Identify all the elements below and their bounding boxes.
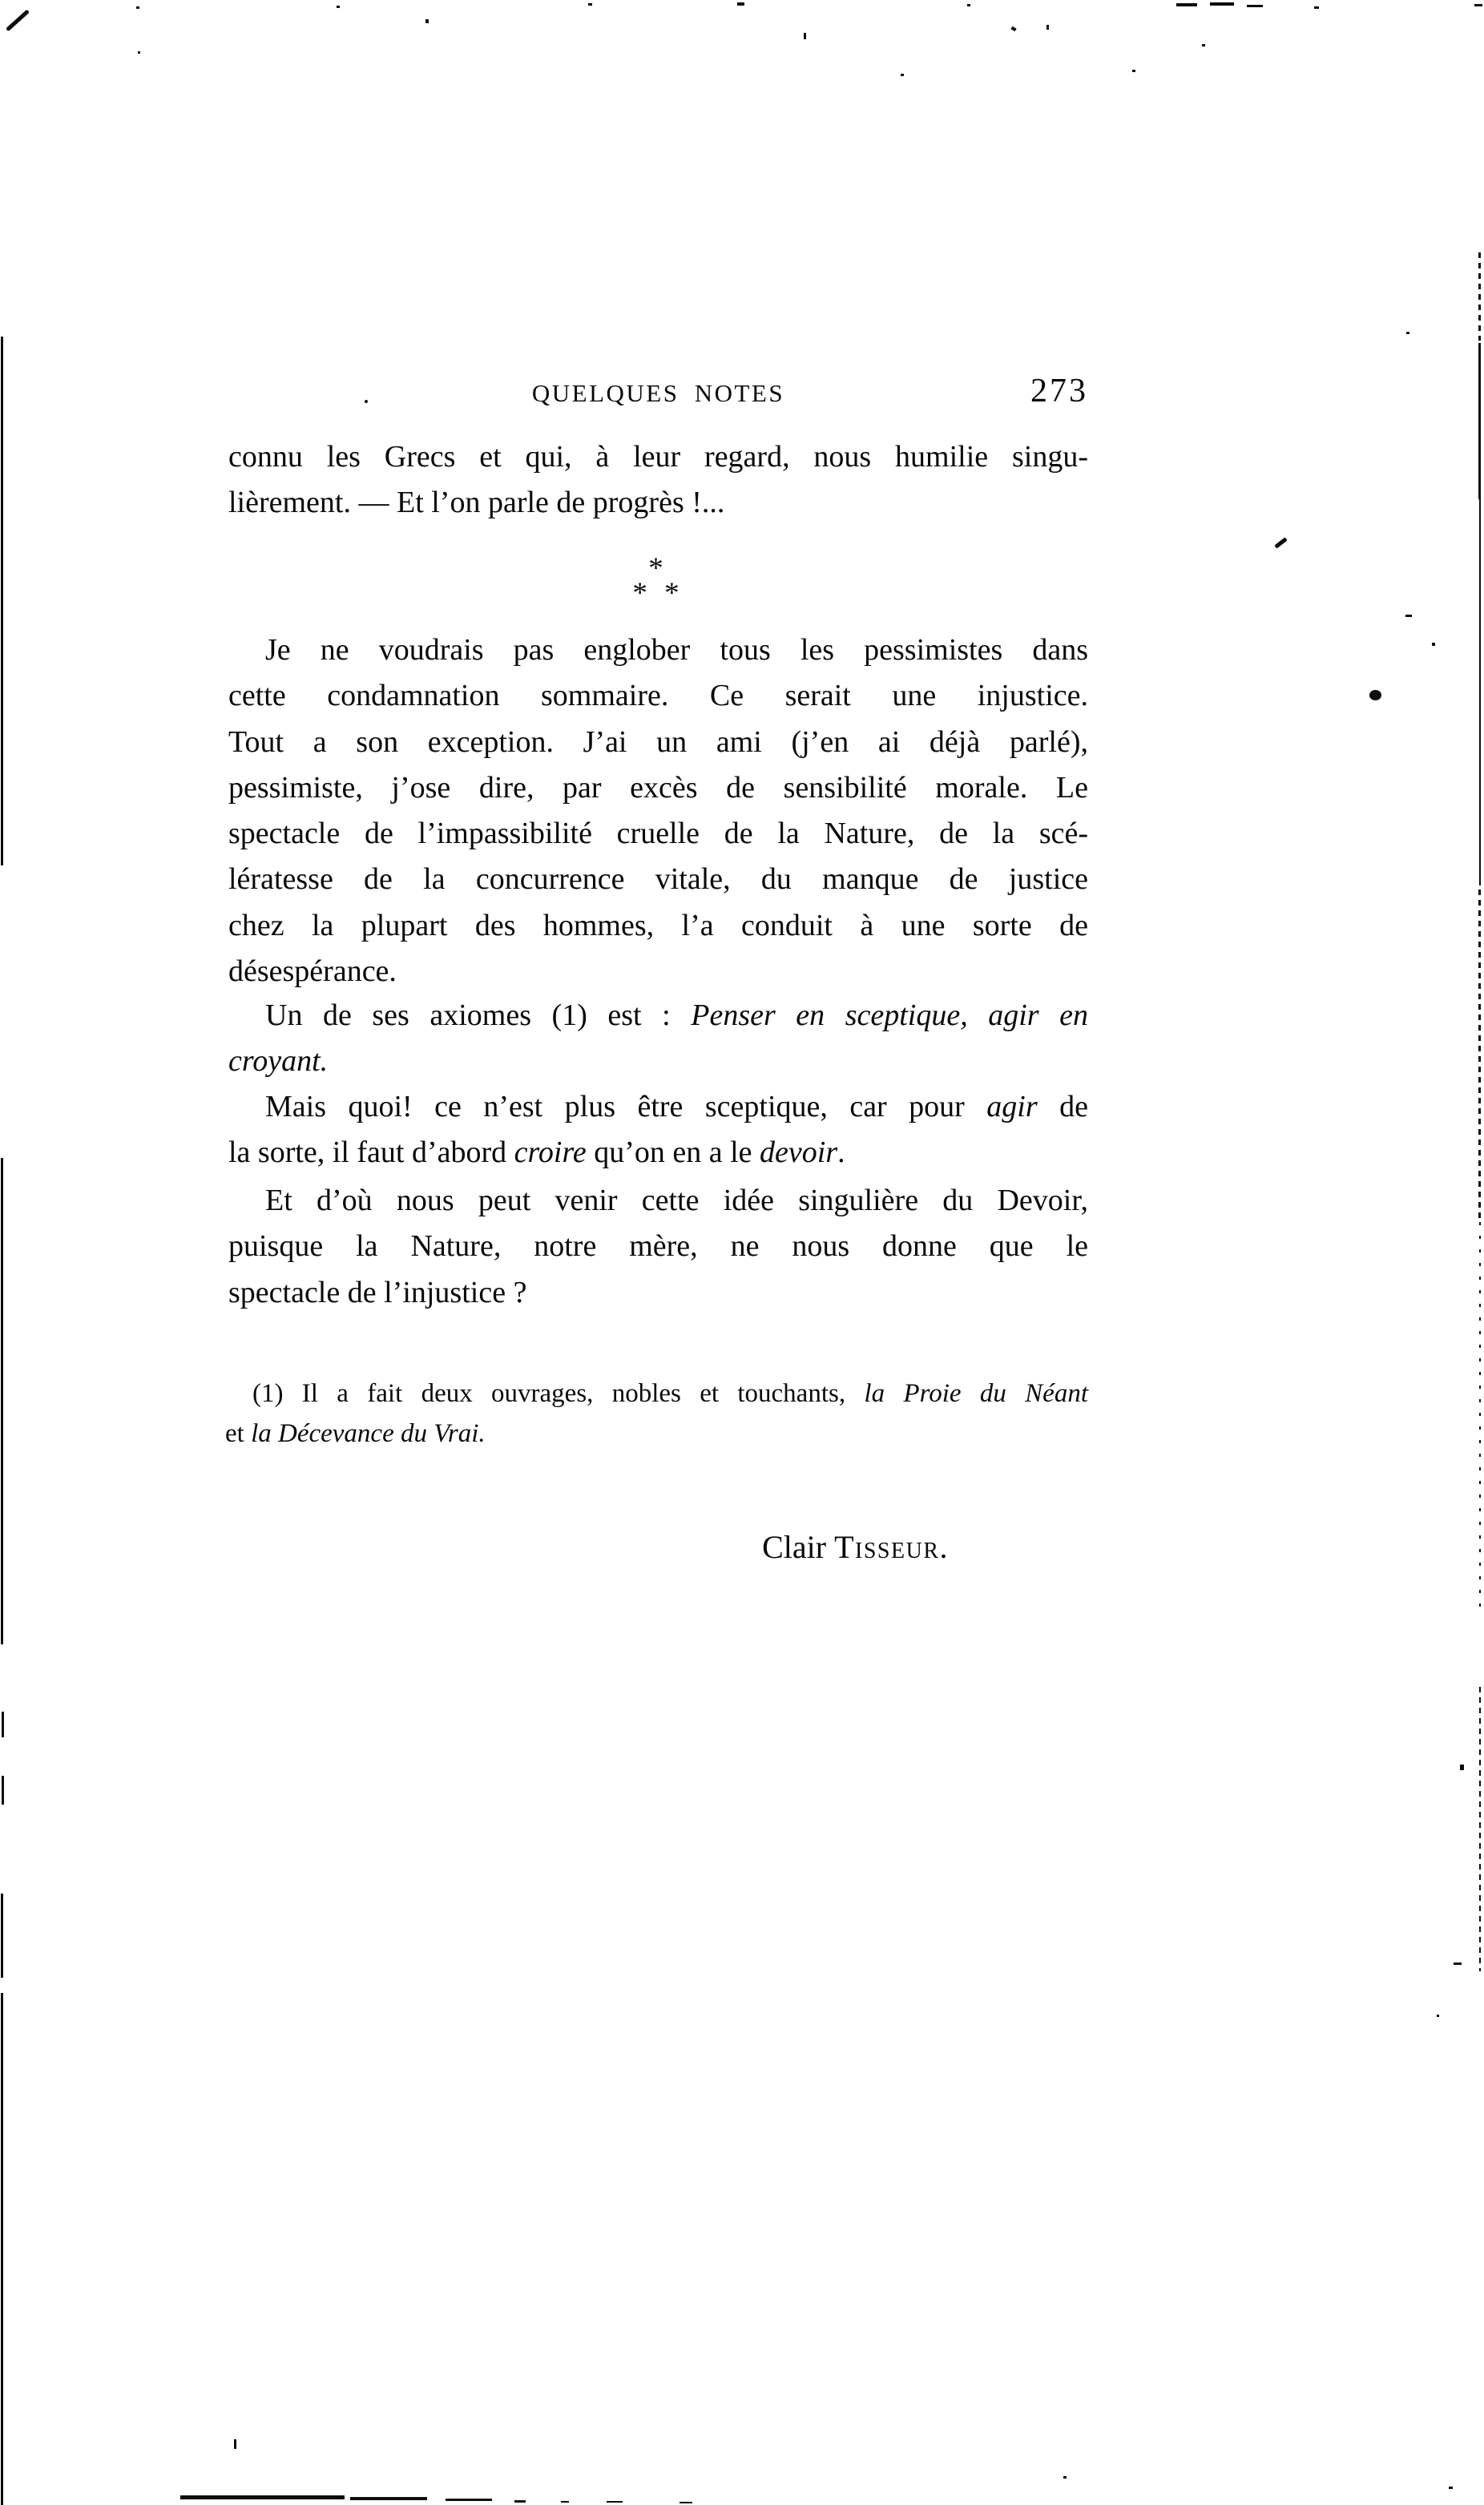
ink-dash — [1176, 3, 1197, 6]
text: Mais quoi! ce n’est plus être sceptique, car pour — [265, 1090, 987, 1123]
ink-speck — [588, 3, 592, 6]
text: Clair — [762, 1529, 835, 1565]
bottom-rule — [350, 2497, 427, 2500]
text-line — [225, 1374, 1088, 1414]
text: . — [837, 1136, 845, 1170]
bottom-rule — [561, 2501, 569, 2503]
right-edge-line — [1478, 343, 1481, 499]
italic-text: devoir — [760, 1136, 838, 1170]
left-edge-line — [1, 1894, 3, 1978]
ink-dash — [1314, 6, 1319, 9]
right-edge-line — [1479, 1687, 1481, 1971]
text-line — [228, 720, 1088, 765]
text-line — [228, 1270, 1088, 1316]
text-line — [228, 673, 1088, 719]
ink-speck — [1010, 26, 1016, 31]
text-line — [228, 903, 1088, 949]
text: (1) Il a fait deux ouvrages, nobles et touchants, — [252, 1379, 865, 1408]
italic-text: croyant. — [228, 1044, 329, 1079]
running-title: QUELQUES NOTES — [531, 379, 785, 407]
right-edge-line — [1479, 1222, 1481, 1607]
asterisk-row-bottom: * * — [632, 577, 684, 610]
ink-speck — [1202, 44, 1205, 46]
text-line — [228, 480, 1088, 526]
ink-speck — [1437, 2015, 1439, 2017]
text-line — [228, 857, 1088, 902]
text: désespérance. — [228, 954, 397, 989]
text: et — [225, 1419, 252, 1448]
ink-speck — [136, 6, 139, 9]
bottom-rule — [679, 2502, 692, 2503]
text: lièrement. — Et l’on parle de progrès !... — [228, 486, 725, 520]
text: puisque la Nature, notre mère, ne nous donne que le — [228, 1229, 1088, 1264]
text-line — [228, 1039, 1088, 1084]
ink-speck — [1406, 332, 1409, 334]
italic-text: Penser en sceptique, agir en — [691, 998, 1088, 1032]
ink-dot — [1369, 690, 1381, 700]
left-edge-line — [1, 337, 3, 865]
bottom-rule — [180, 2495, 345, 2499]
text: lératesse de la concurrence vitale, du manque de justice — [228, 862, 1088, 897]
paragraph-pessimistes — [228, 627, 1088, 994]
text: Et d’où nous peut venir cette idée singulière du Devoir, — [265, 1184, 1088, 1217]
right-edge-line — [1478, 889, 1481, 1218]
paragraph-continuation — [228, 434, 1088, 526]
text: Tout a son exception. J’ai un ami (j’en ai déjà parlé), — [228, 724, 1088, 759]
ink-speck — [1046, 25, 1049, 30]
ink-speck — [425, 19, 429, 23]
italic-text: croire — [514, 1136, 587, 1170]
ink-speck — [1454, 1962, 1462, 1965]
left-edge-line — [2, 1712, 4, 1737]
text: pessimiste, j’ose dire, par excès de sensibilité morale. Le — [228, 770, 1088, 805]
footnote — [225, 1374, 1088, 1454]
text-line — [228, 627, 1088, 673]
text-line — [228, 993, 1088, 1039]
ink-speck — [1460, 1765, 1464, 1770]
text: cette condamnation sommaire. Ce serait une injustice. — [228, 679, 1088, 713]
bottom-rule — [607, 2501, 623, 2503]
left-edge-line — [1, 1993, 3, 2505]
ink-dash — [1247, 5, 1263, 7]
ink-speck — [138, 51, 140, 54]
right-edge-line — [1478, 252, 1481, 341]
bottom-rule — [446, 2499, 492, 2501]
ink-speck — [365, 400, 368, 403]
asterisk-separator — [228, 552, 1088, 610]
ink-speck — [234, 2439, 236, 2449]
paragraph-mais-quoi — [228, 1084, 1088, 1176]
asterisk-row-top: * — [648, 552, 668, 585]
text: qu’on en a le — [586, 1136, 760, 1170]
ink-speck — [1132, 70, 1135, 72]
left-edge-line — [1, 1158, 3, 1644]
ink-dash — [1210, 2, 1234, 6]
ink-speck — [804, 33, 806, 39]
text: spectacle de l’impassibilité cruelle de la Nature, de la scé- — [228, 817, 1088, 851]
paragraph-devoir — [228, 1178, 1088, 1316]
text: la sorte, il faut d’abord — [228, 1136, 514, 1170]
ink-speck — [1405, 615, 1412, 617]
text-line — [228, 434, 1088, 480]
text-line — [228, 1130, 1088, 1176]
text-line — [228, 1527, 949, 1567]
left-edge-line — [2, 1776, 4, 1805]
smallcaps-text: Tisseur. — [834, 1529, 949, 1565]
text-line — [228, 1178, 1088, 1224]
ink-speck — [1063, 2476, 1067, 2479]
text-line — [225, 1414, 1088, 1454]
italic-text: agir — [986, 1090, 1038, 1123]
ink-speck — [337, 6, 340, 8]
text-line — [228, 1224, 1088, 1269]
text: Un de ses axiomes (1) est : — [265, 998, 692, 1032]
italic-text: la Proie du Néant — [864, 1379, 1088, 1408]
italic-text: la Décevance du Vrai. — [251, 1419, 486, 1448]
ink-dash — [1474, 4, 1482, 6]
ink-speck — [1432, 643, 1435, 646]
bottom-rule — [514, 2500, 526, 2503]
page-number: 273 — [1030, 373, 1088, 409]
text-line — [228, 949, 1088, 994]
ink-speck — [901, 74, 904, 76]
text: connu les Grecs et qui, à leur regard, nous humilie singu- — [228, 440, 1088, 474]
text: spectacle de l’injustice ? — [228, 1275, 527, 1309]
author-signature — [228, 1527, 1088, 1567]
pen-slash-mark — [6, 10, 30, 32]
ink-speck — [967, 4, 970, 6]
text: Je ne voudrais pas englober tous les pessimistes dans — [265, 633, 1088, 667]
text-line — [228, 811, 1088, 857]
text-line — [228, 765, 1088, 811]
ink-speck — [737, 2, 744, 6]
ink-tick — [1274, 537, 1287, 548]
right-edge-line — [1479, 499, 1481, 885]
paragraph-axiome — [228, 993, 1088, 1085]
ink-speck — [1449, 2487, 1453, 2489]
text-line — [228, 1084, 1088, 1130]
text: chez la plupart des hommes, l’a conduit à une sorte de — [228, 908, 1088, 942]
text: de — [1037, 1090, 1088, 1123]
